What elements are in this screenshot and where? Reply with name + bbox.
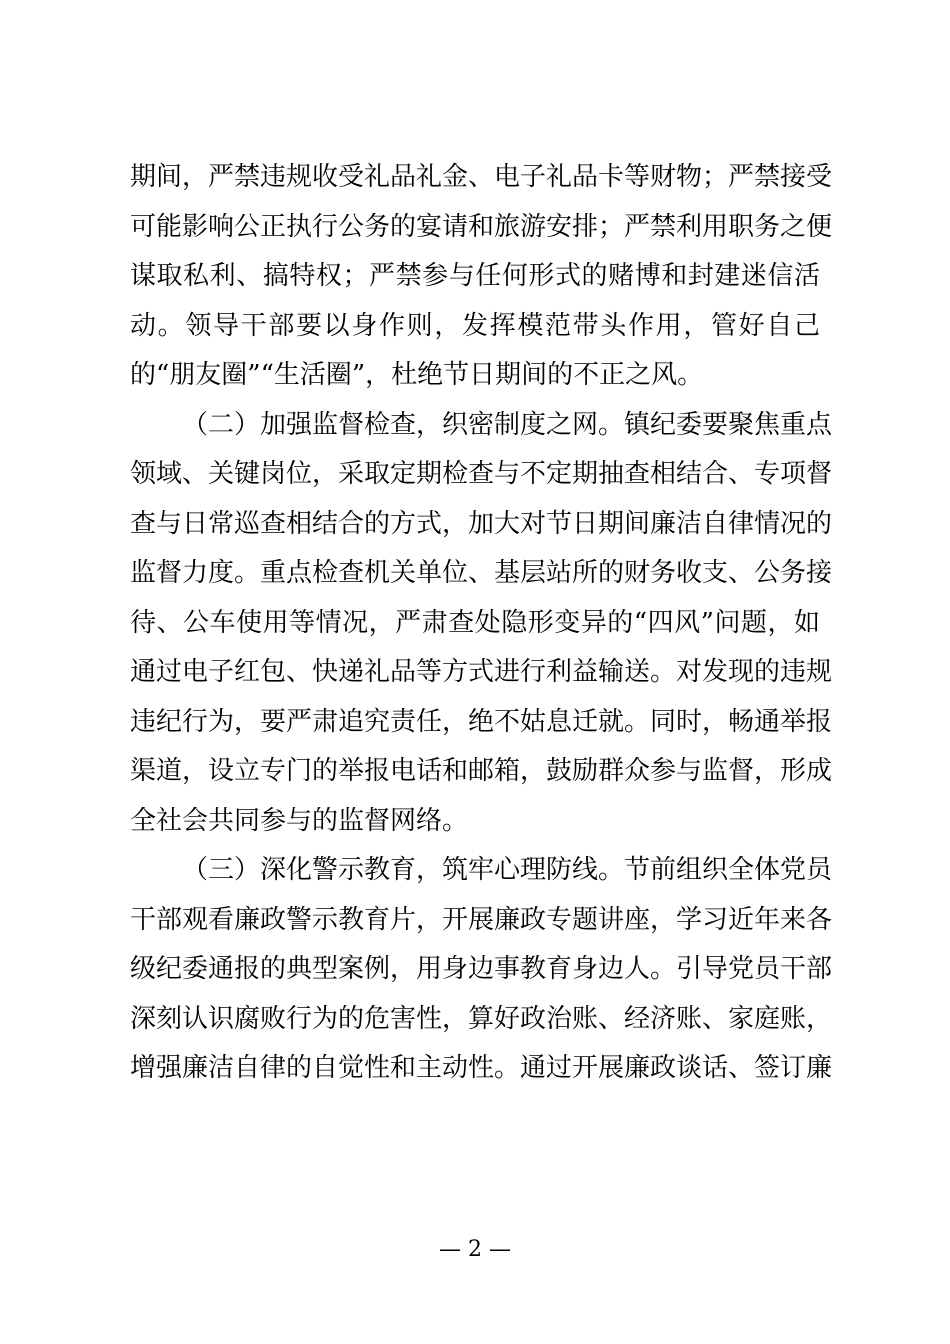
text-line-9: 监督力度。重点检查机关单位、基层站所的财务收支、公务接 [130,558,833,588]
page-number: — 2 — [439,1237,511,1262]
section-2-heading-line: （二）加强监督检查，织密制度之网。镇纪委要聚焦重点 [182,409,833,440]
text-line-18: 深刻认识腐败行为的危害性，算好政治账、经济账、家庭账， [130,1003,833,1034]
text-line-1: 期间，严禁违规收受礼品礼金、电子礼品卡等财物；严禁接受 [130,162,833,192]
text-line-19: 增强廉洁自律的自觉性和主动性。通过开展廉政谈话、签订廉 [130,1053,833,1083]
section-3-heading-line: （三）深化警示教育，筑牢心理防线。节前组织全体党员 [182,855,833,885]
text-line-3: 谋取私利、搞特权；严禁参与任何形式的赌博和封建迷信活 [130,261,820,291]
text-line-13: 渠道，设立专门的举报电话和邮箱，鼓励群众参与监督，形成 [130,756,833,786]
text-line-14: 全社会共同参与的监督网络。 [130,805,469,836]
text-line-10: 待、公车使用等情况，严肃查处隐形变异的“四风”问题，如 [130,607,820,638]
text-line-2: 可能影响公正执行公务的宴请和旅游安排；严禁利用职务之便 [130,211,833,242]
text-line-16: 干部观看廉政警示教育片，开展廉政专题讲座，学习近年来各 [130,904,833,935]
text-line-17: 级纪委通报的典型案例，用身边事教育身边人。引导党员干部 [130,954,833,984]
text-line-11: 通过电子红包、快递礼品等方式进行利益输送。对发现的违规 [130,657,833,687]
body-text [130,153,833,1094]
text-line-12: 违纪行为，要严肃追究责任，绝不姑息迁就。同时，畅通举报 [130,706,833,737]
text-line-4: 动。领导干部要以身作则，发挥模范带头作用，管好自己 [130,310,820,341]
text-line-8: 查与日常巡查相结合的方式，加大对节日期间廉洁自律情况的 [130,508,833,539]
text-line-7: 领域、关键岗位，采取定期检查与不定期抽查相结合、专项督 [130,459,833,489]
text-line-5: 的“朋友圈”“生活圈”，杜绝节日期间的不正之风。 [130,360,704,390]
